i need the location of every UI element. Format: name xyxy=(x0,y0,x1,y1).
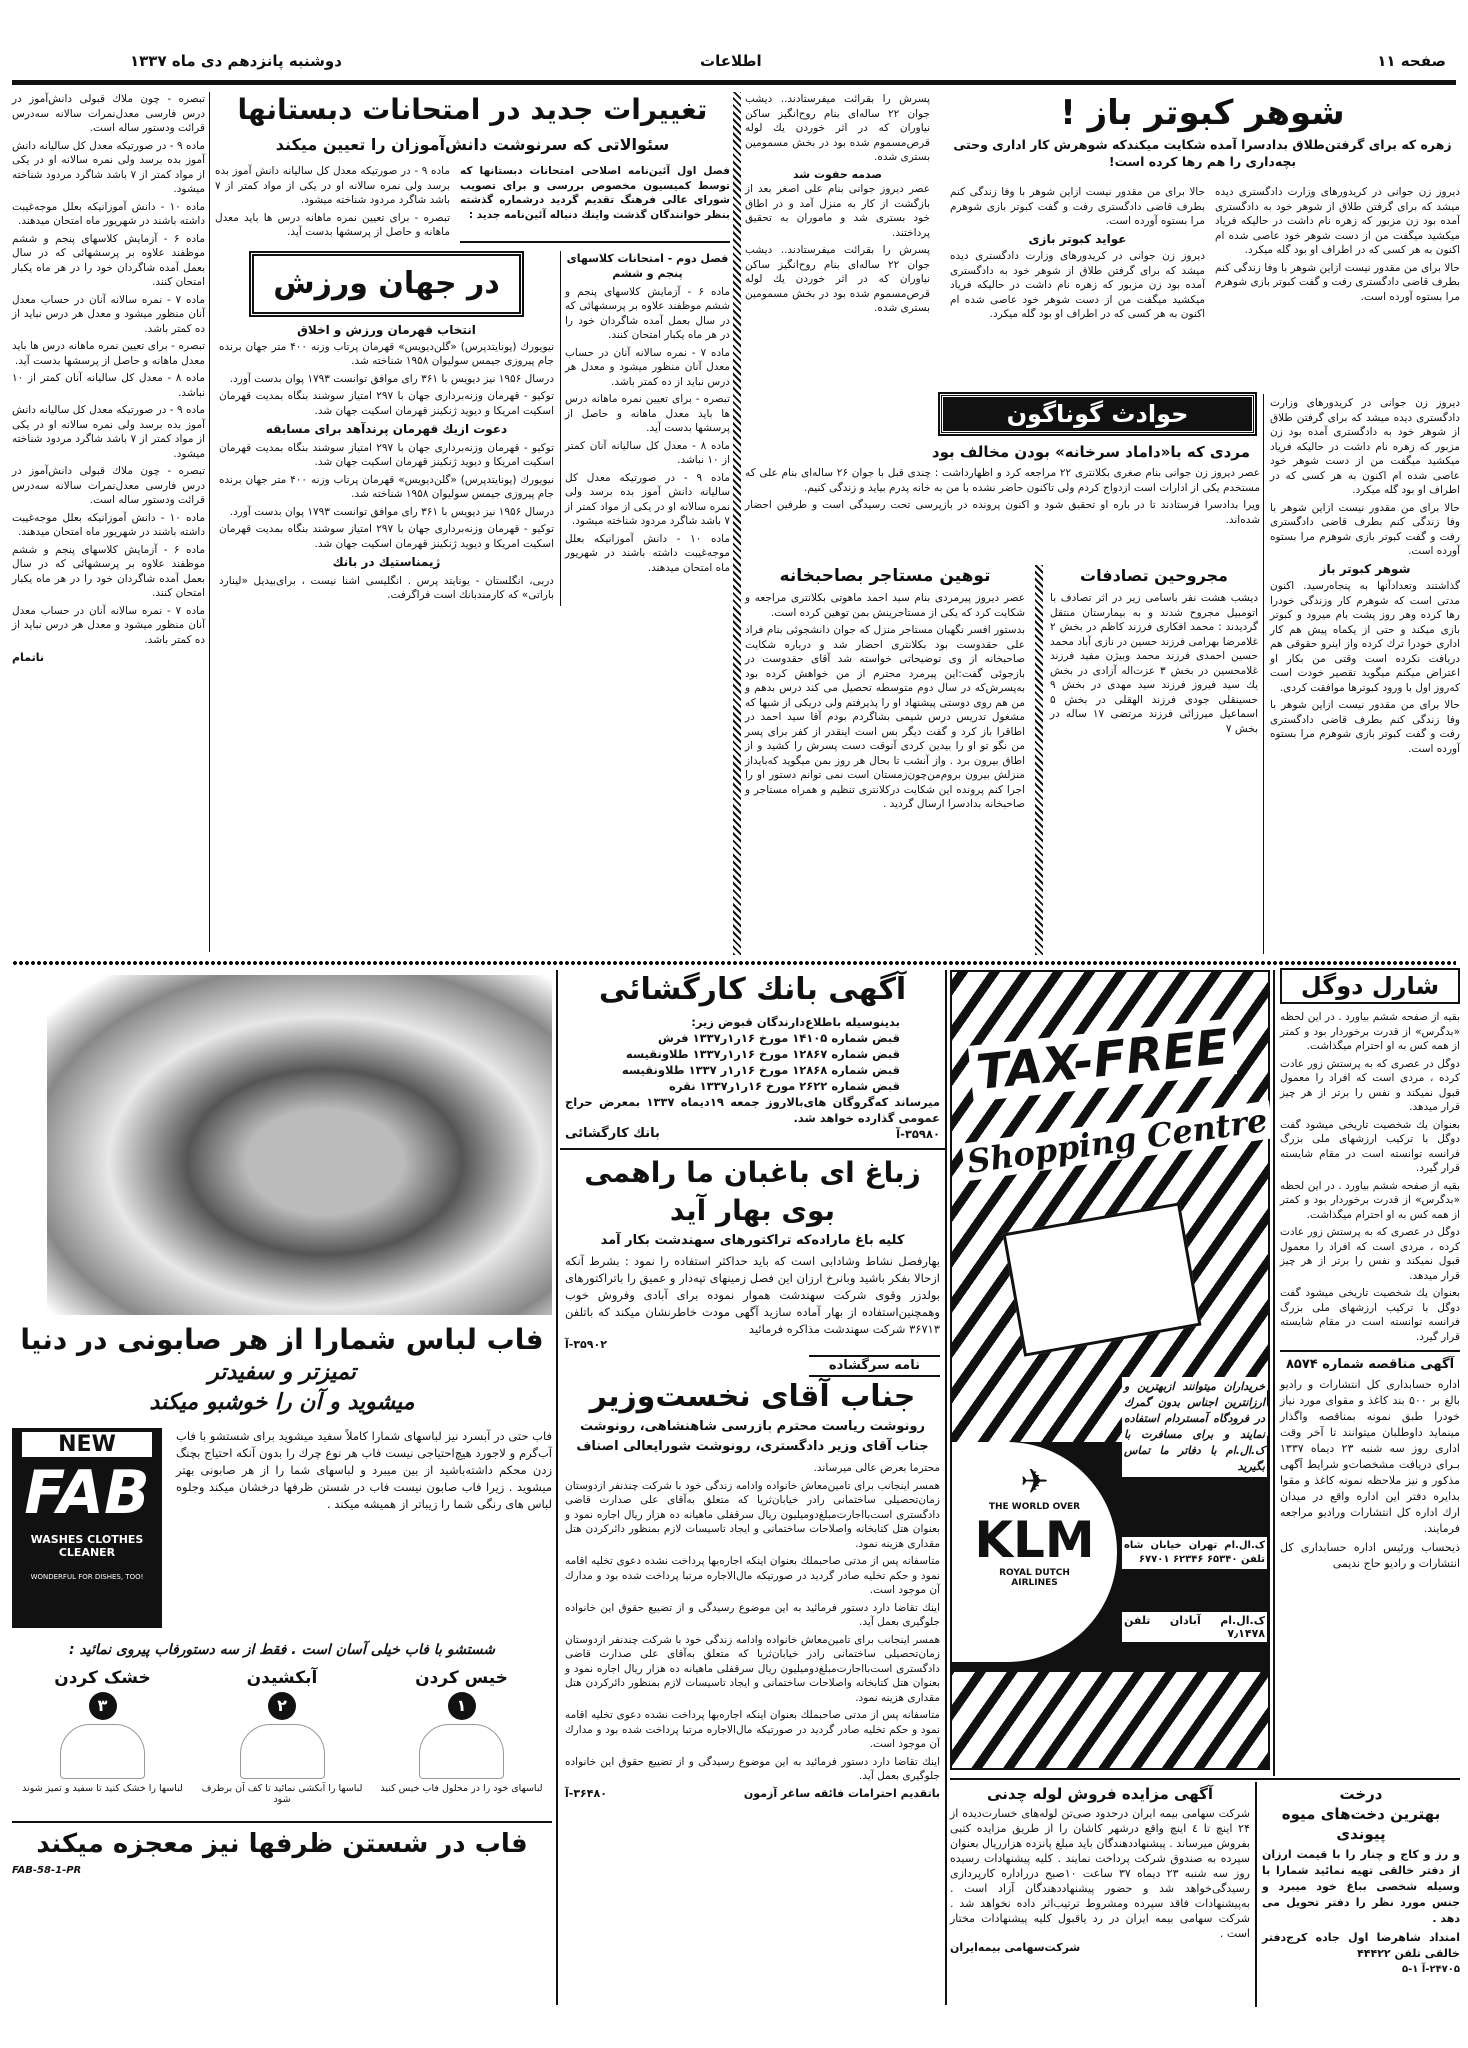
tender-signature: ذیحساب ورئیس اداره حسابداری کل انتشارات و رادیو حاج ندیمی xyxy=(1280,1541,1460,1570)
column-divider xyxy=(945,970,947,2005)
newspaper-name: اطلاعات xyxy=(700,52,762,70)
incidents-body: عصر دیروز زن جوانی بنام صغری بکلانتری ۲۲ مراجعه کرد و اظهارداشت : چندی قبل با جوان ۲۶ ساله‌ای بنام علی که مستخدم یکی از ادارات است ازدواج کردم ولی تاکنون حاضر نشده با من به خانه پدرم بیاید و زندگی کنیم. ویرا بدادسرا فرستادند تا در باره او تحقیق شود و اکنون پرونده در بازپرسی تحت رسیدگی است و طرفین احضار شده‌اند. xyxy=(745,467,1260,526)
pigeon-headline: شوهر کبوتر باز ! xyxy=(1060,93,1345,133)
pipe-body: شرکت سهامی بیمه ایران درحدود صی‌تن لوله‌های خسارت‌دیده از ۲۴ اینچ تا ٤ اینچ واقع درشهر کاشان را از طریق مزایده کتبی بفروش میرساند . پیشنهاددهندگان باید مبلغ پانزده هزارریال بعنوان سپرده به صندوق شرکت پرداخت نمایند . کلیه پیشنهادات رسیده روز سه شنبه ۲۳ دیماه ۳۷ ساعت ۱۰صبح درراداره کارپردازی رسیدگی‌خواهد شد و حضور پیشنهاددهندگان آزاد است . به‌پیشنهادات فاقد سپرده ومشروط ترتیب‌اثر داده نخواهد شد . شرکت سهامی بیمه ایران در رد یاقبول کلیه پیشنهادات مختار است . xyxy=(950,1807,1250,1940)
exams-column xyxy=(560,251,730,606)
exams-row-2 xyxy=(215,251,730,606)
letter-signature: باتقدیم احترامات فائقه ساغر آزمون xyxy=(743,1786,940,1800)
header-rule xyxy=(12,80,1456,85)
exams-body: ماده ۶ - آزمایش کلاسهای پنجم و ششم موظفند علاوه بر پرسشهائی که در سال بعمل آمده شاگردان خود را در هر ماه یکبار امتحان کنند. ماده ۷ - نمره سالانه آنان در حساب معدل آنان منظور میشود و معدل هر درس نباید از ده کمتر باشد. تبصره - برای تعیین نمره ماهانه درس ها باید معدل ماهانه و حاصل از پرسشها بدست آید. ماده ۸ - معدل کل ساليانه آنان کمتر از ۱۰ نباشد. ماده ۹ - در صورتیکه معدل کل سالیانه دانش آموز بده برسد ولی نمره سالانه او در یکی از مواد کمتر از ۷ باشد شاگرد مردود شناخته میشود. ماده ۱۰ - دانش آموزانیکه بعلل موجه‌غیبت داشته باشند در شهریور ماه امتحان میدهند. xyxy=(565,285,731,574)
pigeon-header xyxy=(945,92,1460,170)
middle-strip-body: پسرش را بقرائت میفرستادند.. دیشب جوان ۲۲ ساله‌ای بنام روح‌انگیز ساکن نیاوران که در اثر خوردن یك لوله قرص‌مسموم شده بود در بخش مسمومین بستری شده. صدمه حفوت شد عصر دیروز جوانی بنام علی اصغر بعد از بازگشت از کار به منزل آمد و در اطاق خود بستری شد و ماموران به تحقیق پرداختند. پسرش را بقرائت میفرستادند.. دیشب جوان ۲۲ ساله‌ای بنام روح‌انگیز ساکن نیاوران که در اثر خوردن یك لوله قرص‌مسموم شده بود در بخش مسمومین بستری شده. xyxy=(745,93,930,314)
accidents-block xyxy=(1050,565,1258,736)
bank-ad-body: بدینوسیله باطلاع‌دارندگان قبوض زیر: قبض شماره ۱۴۱۰۵ مورخ ۱۶ر۱ر۱۳۳۷ فرش قبض شماره ۱۲۸۶۷ مورخ ۱۶ر۱ر۱۳۳۷ طلاونقیسه قبض شماره ۱۲۸۶۸ مورخ ۱۶ر۱ر ۱۳۳۷ طلاونقیسه قبض شماره ۲۶۲۲ مورخ ۱۶ر۱ر۱۳۳۷ نقره میرساند که‌گروگان های‌بالاروز جمعه ۱۹دیماه ۱۳۳۷ بمعرض حراج عمومی گذارده خواهد شد. ۳۵۹۸۰-آ بانك کارگشائی xyxy=(565,1015,940,1141)
exams-body-2: ماده ۹ - در صورتیکه معدل کل سالیانه دانش آموز بده برسد ولی نمره سالانه او در یکی از مواد کمتر از ۷ باشد شاگرد مردود شناخته میشود. تبصره - برای تعیین نمره ماهانه درس ها باید معدل ماهانه و حاصل از پرسشها بدست آید. xyxy=(215,165,450,238)
pigeon-body-3: دیروز زن جوانی در کریدورهای وزارت دادگستری دیده میشد که برای گرفتن طلاق از شوهر خود به دادگستری آمده بود زن مزبور که زهره نام داشت در حالیکه فریاد میکشید میگفت من از دست شوهر خود عاصی شده ام اکنون به هر کسی که در اطراف او بود گله میکرد. حالا برای من مقدور نیست ازاین شوهر با وفا زندگی کنم بطرف قاضی دادگستری رفت و گفت کبوتر بازی شوهرم مرا بستوه آورده است. شوهر کبوتر باز گذاشتند وتعدادآنها به پنجاه‌رسید. اکنون مدتی است که شوهرم کار وزندگی خودرا رها کرده وهر روز پشت بام میرود و کبوتر بازی میکند و حتی از یکماه پیش هم کار اداری خودرا ترك کرده واز اینرو حقوقی هم دریافت نکرده است وقتی من بکار او اعتراض میکنم میگوید تقصیر خودت است که‌روز اول با ورود کبوترها موافقت کردی. حالا برای من مقدور نیست ازاین شوهر با وفا زندگی کنم بطرف قاضی دادگستری رفت و گفت کبوتر بازی شوهرم مرا بستوه آورده است. xyxy=(1270,397,1460,755)
letter-body: محترما بعرض عالی میرساند. همسر اینجانب برای تامین‌معاش خانواده وادامه زندگی خود با شرکت چندنفر ازدوستان زمان‌تحصیلی ساختمانی رادر خیابان‌ثریا که متعلق به‌آقای علی صدارت قاضی دادگستری است‌بااجارت‌مبلغ‌دومیلیون ریال سرقفلی ماهیانه ده هزار ریال اجاره نمود و بعنوان هتل کتابخانه واصلاحات ساختمانی و ایجاد تاسیسات لازم بمنظور دائرکردن هتل مقداری هزینه نمود. متاسفانه پس از مدتی صاحبملك بعنوان اینکه اجاره‌بها پرداخت نشده دعوی تخلیه اقامه نمود و حکم تخلیه صادر گردید در صورتیکه مال‌الاجاره مرتبا پرداخت شده بود و مدارك آن موجود است. اینك تقاضا دارد دستور فرمائید به این موضوع رسیدگی و از تضییع حقوق این خانواده جلوگیری بعمل آید. همسر اینجانب برای تامین‌معاش خانواده وادامه زندگی خود با شرکت چندنفر ازدوستان زمان‌تحصیلی ساختمانی رادر خیابان‌ثریا که متعلق به‌آقای علی صدارت قاضی دادگستری است‌بااجارت‌مبلغ‌دومیلیون ریال سرقفلی ماهیانه ده هزار ریال اجاره نمود و بعنوان هتل کتابخانه واصلاحات ساختمانی و ایجاد تاسیسات لازم بمنظور دائرکردن هتل مقداری هزینه نمود. متاسفانه پس از مدتی صاحبملك بعنوان اینکه اجاره‌بها پرداخت نشده دعوی تخلیه اقامه نمود و حکم تخلیه صادر گردید در صورتیکه مال‌الاجاره مرتبا پرداخت شده بود و مدارك آن موجود است. اینك تقاضا دارد دستور فرمائید به این موضوع رسیدگی و از تضییع حقوق این خانواده جلوگیری بعمل آید. xyxy=(565,1462,940,1782)
garden-ad-body: بهارفصل نشاط وشادابی است که باید حداکثر استفاده را نمود : بشرط آنکه ازحالا بفکر باشید وبانرخ ارزان این فصل زمینهای تپه‌دار و عمیق را باتراکتورهای بولدزر وقوی شرکت سهندشت هموار نموده برای آبادی وفروش خوب وهمچنین‌استفاده از بهار آماده سازید آگهی مودت خاطرنشان میکند که باتلفن ۳۶۷۱۳ شرکت سهندشت مذاکره فرمائید xyxy=(565,1254,940,1336)
step: خیس کردن ۱ لباسهای خود را در محلول فاب خیس کنید xyxy=(380,1668,543,1794)
accidents-headline: مجروحین تصادفات xyxy=(1080,566,1228,585)
fab-steps-title: شستشو با فاب خیلی آسان است . فقط از سه دستورفاب پیروی نمائید : xyxy=(68,1642,496,1658)
garden-ad-subtitle: کلیه باغ ماراده‌که تراکتورهای سهندشت بکار آمد xyxy=(600,1233,905,1248)
tree-title: درخت xyxy=(1339,1785,1383,1803)
column-divider xyxy=(556,970,558,2005)
tenant-body: عصر دیروز پیرمردی بنام سید احمد ماهوتی بکلانتری مراجعه و شکایت کرد که یکی از مستاجرینش بمن توهین کرده است. بدستور افسر نگهبان مستاجر منزل که جوان دانشجوئی بنام فراد علی حقدوست بود بکلانتری احضار شد و درباره شکایت صاحبخانه از وی توضیحاتی خواسته شد آقای حقدوست در بازجوئی گفت:این پیرمرد محترم از من خواهش کرده بود به‌پسرش‌که در سال دوم متوسطه تحصیل می کند درس بدهم و من هم روی دوستی پیشنهاد او را پذیرفتم ولی دریکی از شبها که مشغول تدریس درس شیمی بشاگردم بودم آقا سید احمد در اطاقرا باز کرد و گفت دیگر بس است اینقدر از کفر برای پسر من نگو تو او را بیدین کردی آنوقت دست پسرش را کشید و از اطاق بیرون برد . واز آنشب تا بحال هر روز بمن میگوید که‌بایداز منزلش بیرون بروم‌من‌چون‌زمستان است نمی توانم دستور او را اجرا کنم پرونده این شکایت درکلانتری تنظیم و همراه مستاجر و صاحبخانه بدادسرا ارسال گردید . xyxy=(745,592,1025,810)
column-divider xyxy=(1273,970,1275,1776)
sports-column xyxy=(219,251,554,606)
tree-ad xyxy=(1262,1784,1460,1977)
step-illustration xyxy=(419,1724,504,1779)
ad-divider xyxy=(950,1778,1460,1780)
to-be-continued: ناتمام xyxy=(12,651,44,664)
column-divider xyxy=(733,92,741,955)
tree-title-2: بهترین دخت‌های میوه xyxy=(1281,1805,1441,1823)
exams-block xyxy=(215,92,730,606)
incidents-banner: حوادث گوناگون xyxy=(940,394,1255,434)
column-divider xyxy=(209,92,210,952)
middle-ads-column xyxy=(565,970,940,1800)
letter-code: ۳۶۴۸۰-آ xyxy=(565,1786,607,1800)
tenant-block xyxy=(745,565,1025,815)
letter-title: جناب آقای نخست‌وزیر xyxy=(589,1379,916,1414)
pipe-ad xyxy=(950,1784,1250,1954)
pigeon-subtitle: زهره که برای گرفتن‌طلاق بدادسرا آمده شکایت میکندکه شوهرش کار اداری وحتی بچه‌داری را هم رها کرده است! xyxy=(953,137,1452,169)
accidents-body: دیشب هشت نفر باسامی زیر در اثر تصادف با اتومبیل مجروح شدند و به بیمارستان منتقل گردیدند : محمد افکاری فرزند کاظم در بخش ۲ غلامرضا بهرامی فرزند حسین در نازی آباد محمد حسین احمدی فرزند محمد وبیژن مفید فرزند غلامحسین در بخش ۳ عزت‌اله آزادی در بخش یك سید فیروز فرزند سید مهدی در بخش ۹ حسینقلی جودی فرزند الهقلی در بخش ۵ اسماعیل میرزائی فرزند مرتضی ۱۷ ساله در بخش ۷ xyxy=(1050,592,1259,735)
tenant-headline: توهین مستاجر بصاحبخانه xyxy=(779,566,991,586)
airplane-icon: ✈ xyxy=(1020,1462,1049,1502)
fab-footer: فاب در شستن ظرفها نیز معجزه میکند xyxy=(12,1821,552,1861)
exams-headline: تغییرات جدید در امتحانات دبستانها xyxy=(237,93,708,126)
fab-line-3: میشوید و آن را خوشبو میکند xyxy=(149,1390,415,1415)
column-divider xyxy=(1255,1782,1257,2007)
fab-line-2: تمیزتر و سفیدتر xyxy=(208,1360,356,1385)
exams-body-left: تبصره - چون ملاك قبولی دانش‌آموز در درس فارسی معدل‌نمرات سالانه سه‌درس قرائت ودستور ساله است. ماده ۹ - در صورتیکه معدل کل سالیانه دانش آموز بده برسد ولی نمره سالانه او در یکی از مواد کمتر از ۷ باشد شاگرد مردود شناخته میشود. ماده ۱۰ - دانش آموزانیکه بعلل موجه‌غیبت داشته باشند در شهریور ماه امتحان میدهند. ماده ۶ - آزمایش کلاسهای پنجم و ششم موظفند علاوه بر پرسشهائی که در سال بعمل آمده شاگردان خود را در هر ماه یکبار امتحان کنند. ماده ۷ - نمره سالانه آنان در حساب معدل آنان منظور میشود و معدل هر درس نباید از ده کمتر باشد. تبصره - برای تعیین نمره ماهانه درس ها باید معدل ماهانه و حاصل از پرسشها بدست آید. ماده ۸ - معدل کل ساليانه آنان کمتر از ۱۰ نباشد. ماده ۹ - در صورتیکه معدل کل سالیانه دانش آموز بده برسد ولی نمره سالانه او در یکی از مواد کمتر از ۷ باشد شاگرد مردود شناخته میشود. تبصره - چون ملاك قبولی دانش‌آموز در درس فارسی معدل‌نمرات سالانه سه‌درس قرائت ودستور ساله است. ماده ۱۰ - دانش آموزانیکه بعلل موجه‌غیبت داشته باشند در شهریور ماه امتحان میدهند. ماده ۶ - آزمایش کلاسهای پنجم و ششم موظفند علاوه بر پرسشهائی که در سال بعمل آمده شاگردان خود را در هر ماه یکبار امتحان کنند. ماده ۷ - نمره سالانه آنان در حساب معدل آنان منظور میشود و معدل هر درس نباید از ده کمتر باشد. ناتمام xyxy=(12,93,205,664)
step-illustration xyxy=(240,1724,325,1779)
garden-ad-code: ۳۵۹۰۲-آ xyxy=(565,1338,607,1351)
pigeon-body-2: حالا برای من مقدور نیست ازاین شوهر با وفا زندگی کنم بطرف قاضی دادگستری رفت و گفت کبوتر بازی شوهرم مرا بستوه آورده است. عواید کبوتر بازی دیروز زن جوانی در کریدورهای وزارت دادگستری دیده میشد که برای گرفتن طلاق از شوهر خود به دادگستری آمده بود زن مزبور که زهره نام داشت در حالیکه فریاد میکشید میگفت من از دست شوهر خود عاصی شده ام اکنون به هر کسی که در اطراف او بود گله میکرد. xyxy=(950,186,1205,320)
fab-ad xyxy=(12,970,552,2010)
fab-box: NEW FAB WASHES CLOTHES CLEANER WONDERFUL FOR DISHES, TOO! xyxy=(12,1428,162,1628)
step: آبکشیدن ۲ لباسها را آبکشی نمائید تا کف آن برطرف شود xyxy=(201,1668,363,1805)
shopping-bag-icon xyxy=(1003,1202,1202,1356)
step: خشک کردن ۳ لباسها را خشک کنید تا سفید و تمیز شوند xyxy=(22,1668,183,1794)
fab-steps xyxy=(12,1668,552,1805)
column-divider xyxy=(1263,394,1264,954)
fab-code: FAB-58-1-PR xyxy=(12,1865,82,1876)
step-illustration xyxy=(60,1724,145,1779)
issue-date: دوشنبه پانزدهم دی ماه ۱۳۳۷ xyxy=(130,52,342,70)
letter-label-row xyxy=(565,1351,940,1377)
ad-divider xyxy=(560,1148,945,1150)
exams-subtitle: سئوالاتی که سرنوشت دانش‌آموزان را تعیین میکند xyxy=(275,135,670,154)
mother-child-photo xyxy=(47,975,552,1315)
tender-body: اداره حسابداری کل انتشارات و رادیو بالغ بر ۵۰۰ بند کاغذ و مقوای مورد نیاز خودرا طبق نمونه بمناقصه واگذار مینماید داوطلبان میتوانند تا آخر وقت اداری روز سه شنبه ۲۳ دیماه ۱۳۳۷ بـرای دریافت مشخصات‌و شرایط آگهی مذکور و نیز ملاحظه نمونه کاغذ و مقوا بدایره دفتر این اداره واقع در میدان ارك اداره کل انتشارات ورادیو مراجعه فرمایند. xyxy=(1280,1378,1460,1535)
tender-headline: آگهی مناقصه شماره ۸۵۷۴ xyxy=(1280,1350,1460,1374)
fab-row xyxy=(12,1428,552,1628)
exams-section-heading: فصل دوم - امتحانات کلاسهای پنجم و ششم xyxy=(566,251,729,280)
fab-body: فاب حتی در آبسرد نیز لباسهای شمارا کاملاً سفید میشوید برای شستشو با فاب آب‌گرم و لاجورد هیچ‌احتیاجی نیست فاب هر نوع چرك را بدون آنکه احتیاج بچنگ زدن محکم داشته‌باشید از بین میبرد و لباسهای شما را از هر صابونی بهتر میشوید . زیرا فاب صابون نیست فاب در شستن ظرفها درخشان میکند وجلوه لباس های رنگی شما را زیباتر از همیشه میکند . xyxy=(176,1429,552,1511)
garden-ad-title: زباغ ای باغبان ما راهمی xyxy=(584,1156,921,1189)
exams-row-1 xyxy=(215,164,730,243)
pipe-signature: شرکت‌سهامی بیمه‌ایران xyxy=(950,1941,1081,1954)
tree-address: امتداد شاهرضا اول جاده کرج‌دفتر خالقی تلفن ۴۴۴۲۲ xyxy=(1262,1931,1460,1960)
tree-body: و رز و کاج و چنار را با قیمت ارزان از دفتر خالقی تهیه نمائید شمارا با وسیله شخصی بباغ خود میبرد و جنس مورد نظر را دفتر تحویل می دهد . xyxy=(1262,1848,1460,1925)
bank-ad-footer: ۳۵۹۸۰-آ بانك کارگشائی xyxy=(565,1126,940,1141)
page-number: صفحه ۱۱ xyxy=(1377,52,1446,70)
fab-headline: فاب لباس شمارا از هر صابونی در دنیا xyxy=(20,1323,544,1356)
sports-banner: در جهان ورزش xyxy=(249,251,524,317)
klm-ad: TAX-FREE Shopping Centre ✈ THE WORLD OVER KLM ROYAL DUTCH AIRLINES خریداران میتوانند ازبهترین و ارزانترین اجناس بدون گمرك در فرودگاه آمستردام استفاده نمایند و برای مسافرت با ک.ال.ام با دفاتر ما تماس بگیرید ک.ال.ام تهران خیابان شاه تلفن ۶۵۳۴۰ ۶۲۳۴۶ ۶۷۷۰۱ ک.ال.ام آبادان تلفن ۷٫۱۴۷۸ xyxy=(950,970,1270,1770)
exams-intro: فصل اول آئین‌نامه اصلاحی امتحانات دبستانها که توسط کمیسیون مخصوص بررسی و برای تصویب شورای عالی فرهنگ تقدیم گردید درشماره گذشته بنظر خوانندگان گذشت واینك دنباله آئین‌نامه جدید : xyxy=(460,164,730,243)
section-divider xyxy=(12,960,1456,966)
degaulle-headline: شارل دوگل xyxy=(1280,968,1460,1004)
klm-logo: ✈ THE WORLD OVER KLM ROYAL DUTCH AIRLINES xyxy=(952,1442,1117,1662)
letter-label: نامه سرگشاده xyxy=(809,1355,940,1377)
tree-code: ۲۴۷۰۵-آ ۱-۵ xyxy=(1402,1964,1460,1975)
degaulle-body: بقیه از صفحه ششم بیاورد . در این لحظه «بدگرس» از قدرت برخوردار بود و کمتر از همه کس به او احترام میگذاشت. دوگل در عصری که به پرستش زور عادت کرده ، مردی است که افراد را معمول قبول نمیکند و نفس را برتر از هر چیز قرار میدهد. بعنوان یك شخصیت تاریخی میشود گفت دوگل با ترکیب ارزشهای ملی بزرگ فرانسه توانسته است در مقام شایسته قرار گیرد. بقیه از صفحه ششم بیاورد . در این لحظه «بدگرس» از قدرت برخوردار بود و کمتر از همه کس به او احترام میگذاشت. دوگل در عصری که به پرستش زور عادت کرده ، مردی است که افراد را معمول قبول نمیکند و نفس را برتر از هر چیز قرار میدهد. بعنوان یك شخصیت تاریخی میشود گفت دوگل با ترکیب ارزشهای ملی بزرگ فرانسه توانسته است در مقام شایسته قرار گیرد. xyxy=(1280,1011,1460,1343)
letter-footer xyxy=(565,1787,940,1800)
column-divider xyxy=(1035,565,1043,955)
fab-copy xyxy=(12,1322,552,1876)
sports-body: نیویورك (یونایتدپرس) «گلن‌دیویس» قهرمان پرتاب وزنه ۴۰۰ متر جهان برنده جام پیروزی جیمس سولیوان ۱۹۵۸ شناخته شد. درسال ۱۹۵۶ نیز دیویس با ۳۶۱ رای موافق توانست ۱۷۹۳ پوان بدست آورد. توکیو - قهرمان وزنه‌برداری جهان با ۲۹۷ امتیاز سوشند بنگاه بمدیت قهرمان اسکیت امریکا و دیوید ژنکینز قهرمان اسکیت جهان شد. دعوت ازیك قهرمان پرندآهد برای مسابقه توکیو - قهرمان وزنه‌برداری جهان با ۲۹۷ امتیاز سوشند بنگاه بمدیت قهرمان اسکیت امریکا و دیوید ژنکینز قهرمان اسکیت جهان شد. نیویورك (یونایتدپرس) «گلن‌دیویس» قهرمان پرتاب وزنه ۴۰۰ متر جهان برنده جام پیروزی جیمس سولیوان ۱۹۵۸ شناخته شد. درسال ۱۹۵۶ نیز دیویس با ۳۶۱ رای موافق توانست ۱۷۹۳ پوان بدست آورد. توکیو - قهرمان وزنه‌برداری جهان با ۲۹۷ امتیاز سوشند بنگاه بمدیت قهرمان اسکیت امریکا و دیوید ژنکینز قهرمان اسکیت جهان شد. ژیمناستیك در بانك دربی، انگلستان - یونایتد پرس . انگلیسی اشنا نیست ، برای‌بیدیل «لینارد باراتی» که کارمندبانك است فراگرفت. xyxy=(219,340,554,601)
pigeon-body: دیروز زن جوانی در کریدورهای وزارت دادگستری دیده میشد که برای گرفتن طلاق از شوهر خود به دادگستری آمده بود زن مزبور که زهره نام داشت در حالیکه فریاد میکشید میگفت من از دست شوهر خود عاصی شده ام اکنون به هر کسی که در اطراف او بود گله میکرد. حالا برای من مقدور نیست ازاین شوهر با وفا زندگی کنم بطرف قاضی دادگستری رفت و گفت کبوتر بازی شوهرم مرا بستوه آورده است. xyxy=(1215,186,1460,303)
right-column xyxy=(1280,968,1460,1572)
incidents-block xyxy=(745,442,1260,530)
tree-title-3: پیوندی xyxy=(1336,1825,1386,1843)
garden-ad-title-2: بوی بهار آید xyxy=(669,1194,836,1227)
bank-ad-title: آگهی بانك کارگشائی xyxy=(598,972,907,1007)
letter-subtitle: رونوشت ریاست محترم بازرسی شاهنشاهی، رونوشت جناب آقای وزیر دادگستری، رونوشت شورایعالی اصناف xyxy=(576,1419,929,1454)
sports-sub-1: انتخاب قهرمان ورزش و اخلاق xyxy=(297,322,476,337)
incidents-headline: مردی که با«داماد سرخانه» بودن مخالف بود xyxy=(931,443,1250,461)
pipe-headline: آگهی مزایده فروش لوله چدنی xyxy=(987,1785,1213,1803)
